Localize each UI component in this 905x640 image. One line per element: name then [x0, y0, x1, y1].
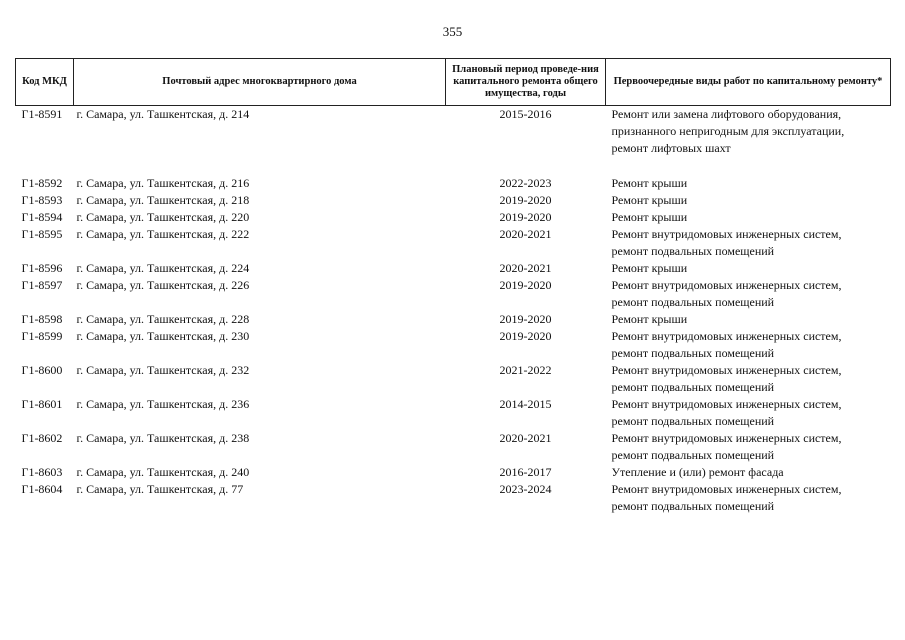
cell-address: г. Самара, ул. Ташкентская, д. 228: [76, 312, 250, 326]
cell-period: 2020-2021: [499, 227, 552, 241]
header-address: Почтовый адрес многоквартирного дома: [74, 59, 446, 106]
cell-works: [606, 175, 891, 192]
cell-code: Г1-8600: [21, 363, 63, 377]
cell-period: 2022-2023: [499, 176, 552, 190]
cell-period: 2019-2020: [499, 193, 552, 207]
row-spacer: [16, 157, 891, 175]
table-row: [16, 226, 891, 260]
table-row: [16, 175, 891, 192]
table-row: [16, 192, 891, 209]
cell-works: [606, 277, 891, 311]
table-row: [16, 106, 891, 158]
table-row: [16, 328, 891, 362]
cell-code: Г1-8596: [21, 261, 63, 275]
cell-works: [606, 311, 891, 328]
cell-period: 2019-2020: [499, 312, 552, 326]
cell-code: Г1-8598: [21, 312, 63, 326]
cell-period: 2019-2020: [499, 329, 552, 343]
cell-works: [606, 481, 891, 515]
cell-code: Г1-8591: [21, 107, 63, 121]
header-row: [16, 59, 891, 106]
table-row: [16, 464, 891, 481]
work-line: признанного непригодным для эксплуатации,: [611, 124, 845, 138]
cell-period: 2021-2022: [499, 363, 552, 377]
work-line: Ремонт крыши: [611, 193, 688, 207]
cell-period: 2016-2017: [499, 465, 552, 479]
work-line: Ремонт внутридомовых инженерных систем,: [611, 227, 842, 241]
cell-works: [606, 396, 891, 430]
table-row: [16, 260, 891, 277]
work-line: Ремонт внутридомовых инженерных систем,: [611, 482, 842, 496]
cell-code: Г1-8601: [21, 397, 63, 411]
cell-works: [606, 362, 891, 396]
table-row: [16, 430, 891, 464]
table-header: [16, 59, 891, 106]
cell-works: [606, 430, 891, 464]
cell-works: [606, 106, 891, 158]
cell-address: г. Самара, ул. Ташкентская, д. 216: [76, 176, 250, 190]
work-line: Ремонт или замена лифтового оборудования,: [611, 107, 842, 121]
table-row: [16, 362, 891, 396]
cell-period: 2019-2020: [499, 278, 552, 292]
work-line: ремонт подвальных помещений: [611, 244, 775, 258]
cell-address: г. Самара, ул. Ташкентская, д. 236: [76, 397, 250, 411]
table-row: [16, 481, 891, 515]
cell-address: г. Самара, ул. Ташкентская, д. 224: [76, 261, 250, 275]
cell-period: 2020-2021: [499, 261, 552, 275]
cell-works: [606, 328, 891, 362]
table-row: [16, 396, 891, 430]
cell-period: 2015-2016: [499, 107, 552, 121]
work-line: Ремонт внутридомовых инженерных систем,: [611, 278, 842, 292]
header-code: Код МКД: [16, 59, 74, 106]
work-line: Ремонт крыши: [611, 312, 688, 326]
cell-address: г. Самара, ул. Ташкентская, д. 222: [76, 227, 250, 241]
cell-address: г. Самара, ул. Ташкентская, д. 226: [76, 278, 250, 292]
cell-code: Г1-8592: [21, 176, 63, 190]
cell-works: [606, 192, 891, 209]
header-works: Первоочередные виды работ по капитальному ремонту*: [606, 59, 891, 106]
cell-address: г. Самара, ул. Ташкентская, д. 230: [76, 329, 250, 343]
work-line: Ремонт крыши: [611, 176, 688, 190]
work-line: ремонт подвальных помещений: [611, 499, 775, 513]
cell-code: Г1-8604: [21, 482, 63, 496]
cell-works: [606, 226, 891, 260]
cell-works: [606, 464, 891, 481]
cell-code: Г1-8603: [21, 465, 63, 479]
cell-period: 2020-2021: [499, 431, 552, 445]
work-line: Ремонт внутридомовых инженерных систем,: [611, 397, 842, 411]
table-row: [16, 311, 891, 328]
work-line: Ремонт крыши: [611, 261, 688, 275]
work-line: ремонт подвальных помещений: [611, 295, 775, 309]
spacer-cell: [16, 157, 891, 175]
cell-address: г. Самара, ул. Ташкентская, д. 214: [76, 107, 250, 121]
cell-works: [606, 209, 891, 226]
page-number: 355: [442, 24, 463, 39]
work-line: Утепление и (или) ремонт фасада: [611, 465, 784, 479]
cell-code: Г1-8602: [21, 431, 63, 445]
table-row: [16, 209, 891, 226]
cell-code: Г1-8597: [21, 278, 63, 292]
work-line: ремонт подвальных помещений: [611, 346, 775, 360]
cell-code: Г1-8595: [21, 227, 63, 241]
cell-works: [606, 260, 891, 277]
work-line: ремонт лифтовых шахт: [611, 141, 731, 155]
cell-address: г. Самара, ул. Ташкентская, д. 218: [76, 193, 250, 207]
capital-repair-table: [15, 58, 891, 515]
work-line: Ремонт внутридомовых инженерных систем,: [611, 329, 842, 343]
table-row: [16, 277, 891, 311]
cell-code: Г1-8593: [21, 193, 63, 207]
work-line: ремонт подвальных помещений: [611, 448, 775, 462]
cell-address: г. Самара, ул. Ташкентская, д. 232: [76, 363, 250, 377]
cell-address: г. Самара, ул. Ташкентская, д. 220: [76, 210, 250, 224]
cell-code: Г1-8594: [21, 210, 63, 224]
cell-code: Г1-8599: [21, 329, 63, 343]
work-line: Ремонт крыши: [611, 210, 688, 224]
cell-period: 2023-2024: [499, 482, 552, 496]
cell-address: г. Самара, ул. Ташкентская, д. 238: [76, 431, 250, 445]
work-line: ремонт подвальных помещений: [611, 414, 775, 428]
cell-period: 2019-2020: [499, 210, 552, 224]
cell-address: г. Самара, ул. Ташкентская, д. 240: [76, 465, 250, 479]
work-line: Ремонт внутридомовых инженерных систем,: [611, 431, 842, 445]
cell-address: г. Самара, ул. Ташкентская, д. 77: [76, 482, 244, 496]
table-body: [16, 106, 891, 516]
work-line: Ремонт внутридомовых инженерных систем,: [611, 363, 842, 377]
header-period: Плановый период проведе-ния капитального ремонта общего имущества, годы: [446, 59, 606, 106]
work-line: ремонт подвальных помещений: [611, 380, 775, 394]
cell-period: 2014-2015: [499, 397, 552, 411]
